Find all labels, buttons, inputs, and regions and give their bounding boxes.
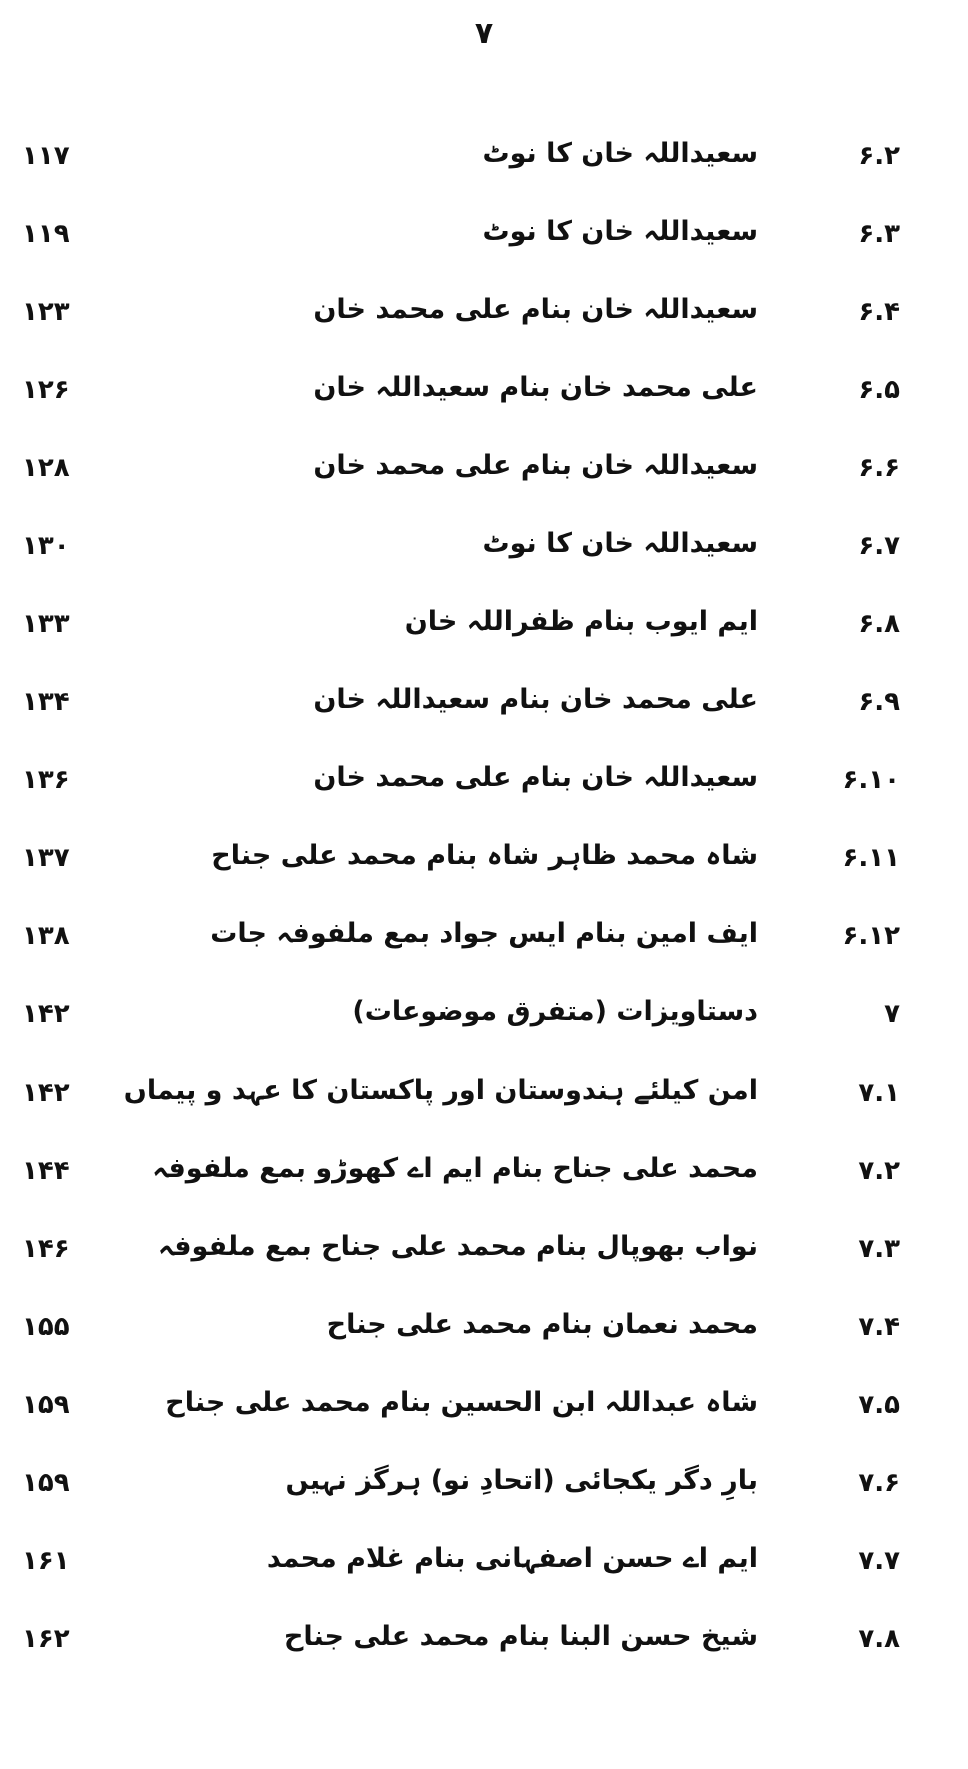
entry-page-number: ۱۳۶ — [22, 765, 70, 795]
toc-row — [0, 668, 968, 746]
entry-page-number: ۱۲۸ — [22, 453, 70, 483]
toc-row — [0, 1371, 968, 1449]
entry-number: ۶.۴ — [858, 297, 900, 327]
entry-title: محمد نعمان بنام محمد علی جناح — [326, 1309, 758, 1340]
entry-title: محمد علی جناح بنام ایم اے کھوڑو بمع ملفوفہ — [152, 1153, 758, 1184]
toc-row — [0, 902, 968, 980]
entry-number: ۶.۷ — [858, 531, 900, 561]
page-number: ۷ — [474, 16, 494, 51]
toc-row — [0, 590, 968, 668]
entry-number: ۶.۱۱ — [842, 843, 900, 873]
entry-title: سعیداللہ خان بنام علی محمد خان — [313, 450, 758, 481]
entry-page-number: ۱۴۶ — [22, 1234, 70, 1264]
entry-number: ۷.۴ — [858, 1312, 900, 1342]
entry-page-number: ۱۵۹ — [22, 1390, 70, 1420]
section-title: دستاویزات (متفرق موضوعات) — [352, 996, 758, 1027]
entry-number: ۶.۲ — [858, 141, 900, 171]
entry-title: امن کیلئے ہندوستان اور پاکستان کا عہد و پیماں — [123, 1075, 758, 1106]
entry-title: علی محمد خان بنام سعیداللہ خان — [313, 684, 758, 715]
entry-title: شیخ حسن البنا بنام محمد علی جناح — [283, 1621, 758, 1652]
toc-section-row — [0, 980, 968, 1059]
entry-number: ۷.۵ — [858, 1390, 900, 1420]
entry-number: ۷.۲ — [858, 1156, 900, 1186]
entry-page-number: ۱۲۳ — [22, 297, 70, 327]
toc-row — [0, 122, 968, 200]
entry-number: ۷.۷ — [858, 1546, 900, 1576]
entry-title: سعیداللہ خان بنام علی محمد خان — [313, 762, 758, 793]
entry-title: سعیداللہ خان بنام علی محمد خان — [313, 294, 758, 325]
entry-title: شاہ محمد ظاہر شاہ بنام محمد علی جناح — [211, 840, 758, 871]
entry-title: ایف امین بنام ایس جواد بمع ملفوفہ جات — [210, 918, 758, 949]
entry-page-number: ۱۶۱ — [22, 1546, 70, 1576]
entry-title: نواب بھوپال بنام محمد علی جناح بمع ملفوفہ — [158, 1231, 758, 1262]
entry-page-number: ۱۳۷ — [22, 843, 70, 873]
table-of-contents — [0, 122, 968, 1683]
entry-page-number: ۱۳۰ — [22, 531, 70, 561]
toc-row — [0, 356, 968, 434]
entry-number: ۷.۱ — [858, 1078, 900, 1108]
entry-page-number: ۱۴۲ — [22, 999, 70, 1029]
entry-title: علی محمد خان بنام سعیداللہ خان — [313, 372, 758, 403]
entry-title: ایم ایوب بنام ظفراللہ خان — [404, 606, 758, 637]
toc-row — [0, 1137, 968, 1215]
toc-row — [0, 200, 968, 278]
entry-number: ۶.۶ — [858, 453, 900, 483]
entry-page-number: ۱۱۷ — [22, 141, 70, 171]
toc-row — [0, 1215, 968, 1293]
entry-number: ۶.۵ — [858, 375, 900, 405]
entry-title: سعیداللہ خان کا نوٹ — [482, 216, 758, 247]
entry-page-number: ۱۴۲ — [22, 1078, 70, 1108]
entry-page-number: ۱۶۲ — [22, 1624, 70, 1654]
entry-page-number: ۱۲۶ — [22, 375, 70, 405]
entry-number: ۶.۸ — [858, 609, 900, 639]
entry-title: بارِ دگر یکجائی (اتحادِ نو) ہرگز نہیں — [285, 1465, 758, 1496]
entry-number: ۶.۱۲ — [842, 921, 900, 951]
entry-number: ۶.۱۰ — [842, 765, 900, 795]
entry-page-number: ۱۳۳ — [22, 609, 70, 639]
entry-number: ۷.۶ — [858, 1468, 900, 1498]
section-number: ۷ — [884, 999, 900, 1029]
toc-row — [0, 746, 968, 824]
toc-row — [0, 1293, 968, 1371]
entry-page-number: ۱۱۹ — [22, 219, 70, 249]
entry-title: شاہ عبداللہ ابن الحسین بنام محمد علی جناح — [165, 1387, 758, 1418]
toc-row — [0, 1059, 968, 1137]
entry-page-number: ۱۳۴ — [22, 687, 70, 717]
entry-number: ۷.۳ — [858, 1234, 900, 1264]
toc-row — [0, 512, 968, 590]
entry-title: سعیداللہ خان کا نوٹ — [482, 528, 758, 559]
toc-row — [0, 434, 968, 512]
toc-row — [0, 1449, 968, 1527]
toc-row — [0, 824, 968, 902]
toc-row — [0, 1527, 968, 1605]
entry-title: سعیداللہ خان کا نوٹ — [482, 138, 758, 169]
entry-page-number: ۱۵۵ — [22, 1312, 70, 1342]
entry-page-number: ۱۵۹ — [22, 1468, 70, 1498]
toc-row — [0, 1605, 968, 1683]
entry-page-number: ۱۳۸ — [22, 921, 70, 951]
entry-number: ۶.۳ — [858, 219, 900, 249]
entry-number: ۶.۹ — [858, 687, 900, 717]
toc-row — [0, 278, 968, 356]
entry-number: ۷.۸ — [858, 1624, 900, 1654]
entry-title: ایم اے حسن اصفہانی بنام غلام محمد — [266, 1543, 758, 1574]
entry-page-number: ۱۴۴ — [22, 1156, 70, 1186]
